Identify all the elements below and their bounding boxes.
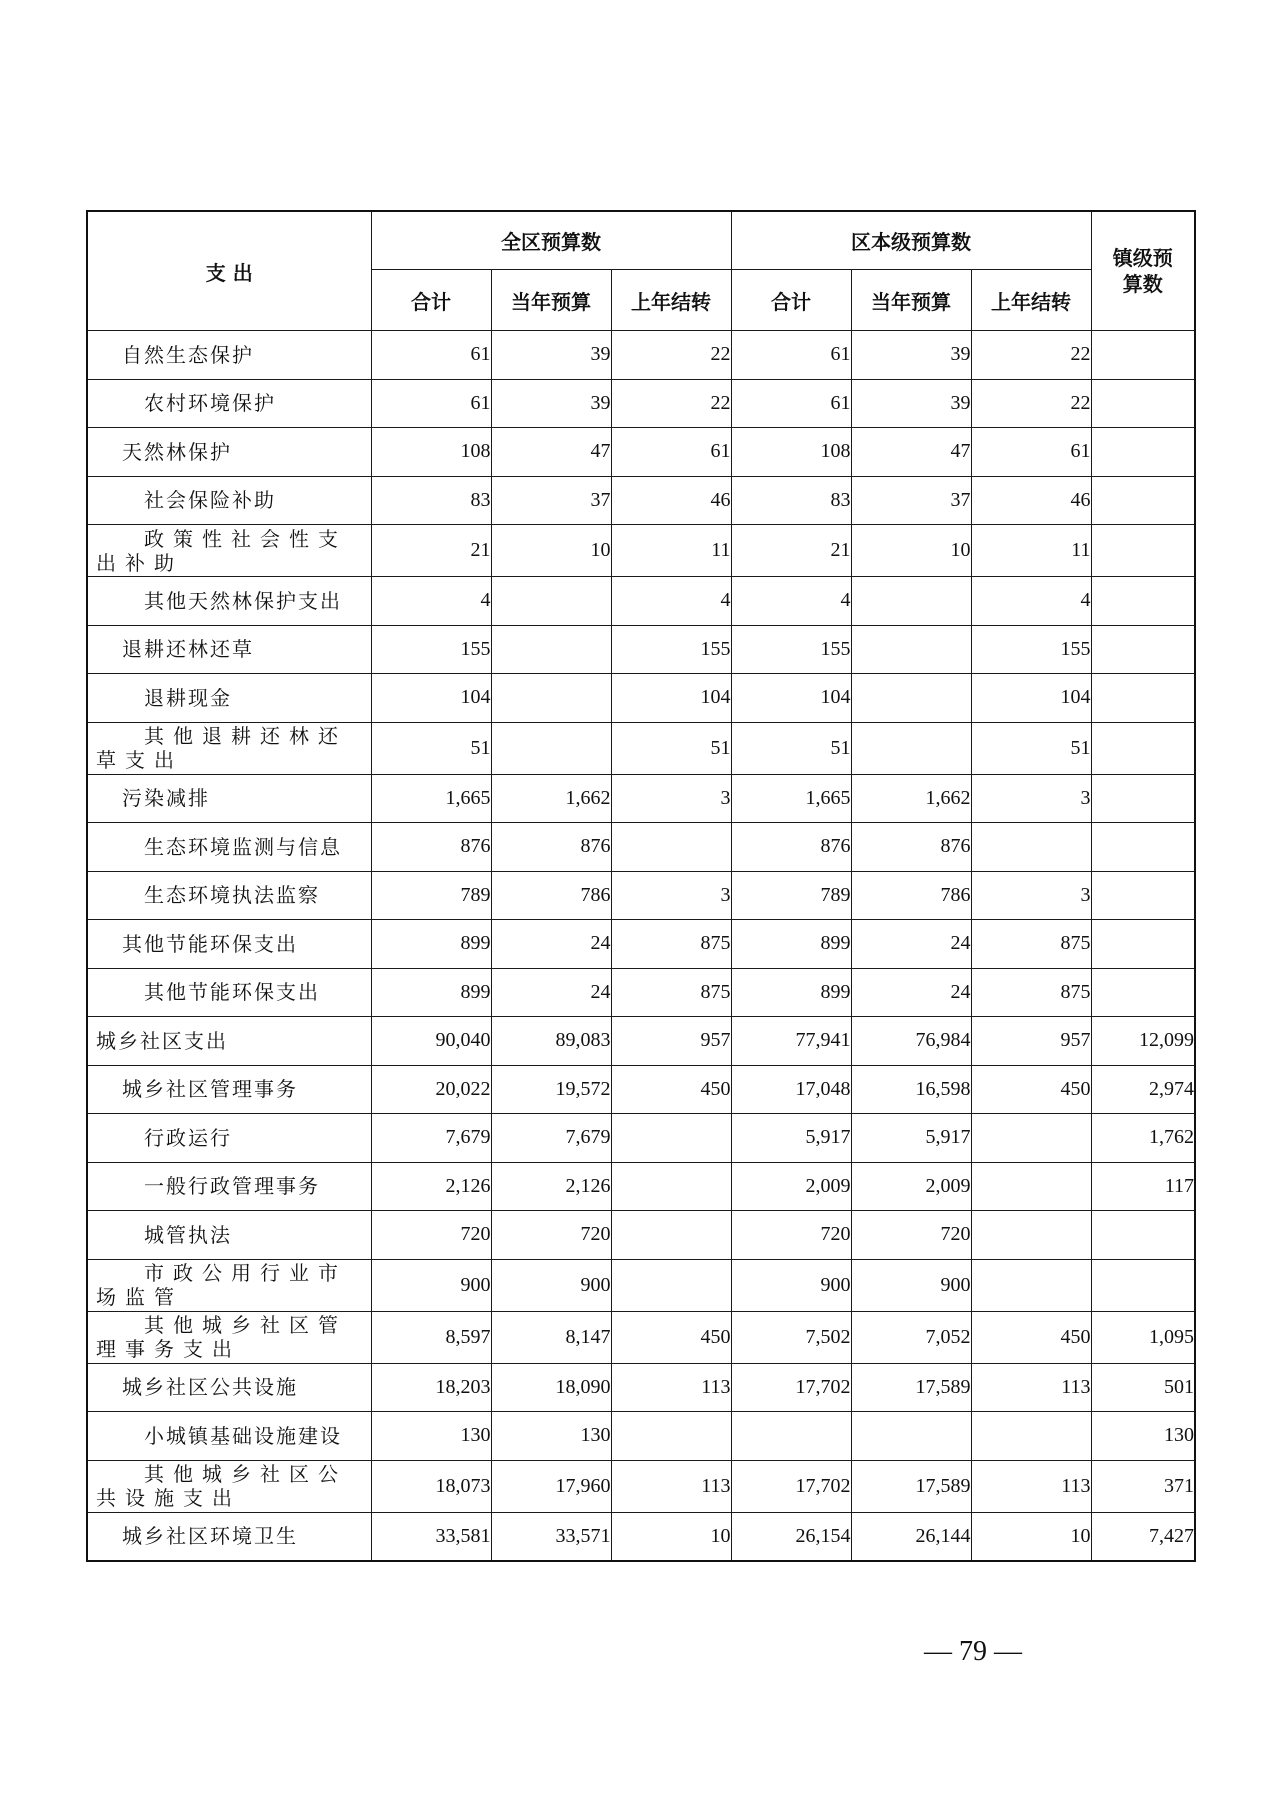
cell-value: 37 <box>491 476 611 525</box>
cell-value: 18,090 <box>491 1363 611 1412</box>
cell-value: 10 <box>851 525 971 577</box>
header-town-level <box>1091 211 1195 331</box>
cell-value: 130 <box>491 1412 611 1461</box>
header-sub-current: 当年预算 <box>851 270 971 331</box>
cell-value <box>851 625 971 674</box>
table-row <box>87 1162 1195 1211</box>
cell-value <box>851 674 971 723</box>
row-label: 社会保险补助 <box>87 476 371 525</box>
cell-value: 875 <box>611 920 731 969</box>
header-sub-total: 合计 <box>371 270 491 331</box>
table-row <box>87 1512 1195 1561</box>
row-label: 城乡社区公共设施 <box>87 1363 371 1412</box>
cell-value: 786 <box>491 871 611 920</box>
cell-value <box>1091 774 1195 823</box>
cell-value: 900 <box>371 1259 491 1311</box>
row-label: 市政公用行业市场监管 <box>87 1259 371 1311</box>
cell-value: 51 <box>971 722 1091 774</box>
cell-value: 3 <box>971 774 1091 823</box>
cell-value: 11 <box>971 525 1091 577</box>
cell-value <box>971 1114 1091 1163</box>
cell-value: 1,662 <box>851 774 971 823</box>
cell-value: 900 <box>851 1259 971 1311</box>
cell-value <box>1091 968 1195 1017</box>
row-label: 退耕现金 <box>87 674 371 723</box>
cell-value: 899 <box>731 920 851 969</box>
cell-value: 155 <box>371 625 491 674</box>
cell-value: 11 <box>611 525 731 577</box>
cell-value <box>971 1162 1091 1211</box>
cell-value: 22 <box>971 379 1091 428</box>
cell-value: 108 <box>371 428 491 477</box>
cell-value: 24 <box>851 920 971 969</box>
cell-value <box>971 1259 1091 1311</box>
cell-value: 450 <box>971 1065 1091 1114</box>
header-town-level-text: 镇级预算数 <box>1112 246 1173 296</box>
row-label: 其他城乡社区管理事务支出 <box>87 1311 371 1363</box>
cell-value: 786 <box>851 871 971 920</box>
cell-value: 77,941 <box>731 1017 851 1066</box>
cell-value: 130 <box>1091 1412 1195 1461</box>
cell-value: 104 <box>611 674 731 723</box>
cell-value: 1,762 <box>1091 1114 1195 1163</box>
table-row <box>87 331 1195 380</box>
table-header <box>87 211 1195 331</box>
header-expenditure: 支 出 <box>87 211 371 331</box>
cell-value: 113 <box>971 1363 1091 1412</box>
header-sub-carryover: 上年结转 <box>971 270 1091 331</box>
cell-value: 3 <box>611 774 731 823</box>
cell-value: 875 <box>971 920 1091 969</box>
cell-value <box>1091 379 1195 428</box>
cell-value: 20,022 <box>371 1065 491 1114</box>
table-row <box>87 1259 1195 1311</box>
cell-value: 900 <box>731 1259 851 1311</box>
header-sub-current: 当年预算 <box>491 270 611 331</box>
cell-value: 17,589 <box>851 1363 971 1412</box>
cell-value: 5,917 <box>731 1114 851 1163</box>
cell-value: 113 <box>971 1460 1091 1512</box>
cell-value: 104 <box>731 674 851 723</box>
table-row <box>87 722 1195 774</box>
cell-value <box>611 1114 731 1163</box>
table-body <box>87 331 1195 1562</box>
cell-value: 155 <box>731 625 851 674</box>
cell-value: 47 <box>491 428 611 477</box>
cell-value: 2,009 <box>731 1162 851 1211</box>
row-label: 污染减排 <box>87 774 371 823</box>
cell-value: 18,203 <box>371 1363 491 1412</box>
cell-value <box>1091 331 1195 380</box>
cell-value: 26,154 <box>731 1512 851 1561</box>
table-row <box>87 625 1195 674</box>
cell-value: 83 <box>731 476 851 525</box>
cell-value: 789 <box>731 871 851 920</box>
cell-value <box>1091 1259 1195 1311</box>
cell-value: 5,917 <box>851 1114 971 1163</box>
cell-value <box>611 1211 731 1260</box>
cell-value: 789 <box>371 871 491 920</box>
table-row <box>87 1311 1195 1363</box>
cell-value <box>491 625 611 674</box>
cell-value: 61 <box>971 428 1091 477</box>
cell-value: 22 <box>611 379 731 428</box>
table-row <box>87 674 1195 723</box>
cell-value: 90,040 <box>371 1017 491 1066</box>
cell-value: 37 <box>851 476 971 525</box>
cell-value <box>611 823 731 872</box>
cell-value: 7,679 <box>371 1114 491 1163</box>
cell-value: 1,665 <box>371 774 491 823</box>
cell-value: 33,581 <box>371 1512 491 1561</box>
row-label: 其他城乡社区公共设施支出 <box>87 1460 371 1512</box>
table-row <box>87 774 1195 823</box>
cell-value: 4 <box>971 577 1091 626</box>
table-row <box>87 525 1195 577</box>
row-label: 政策性社会性支出补助 <box>87 525 371 577</box>
cell-value: 46 <box>611 476 731 525</box>
cell-value: 4 <box>611 577 731 626</box>
cell-value <box>971 1412 1091 1461</box>
header-district-total: 全区预算数 <box>371 211 731 270</box>
cell-value: 957 <box>611 1017 731 1066</box>
table-row <box>87 1460 1195 1512</box>
cell-value: 16,598 <box>851 1065 971 1114</box>
cell-value: 89,083 <box>491 1017 611 1066</box>
cell-value: 720 <box>731 1211 851 1260</box>
table-row <box>87 871 1195 920</box>
cell-value: 117 <box>1091 1162 1195 1211</box>
cell-value: 83 <box>371 476 491 525</box>
cell-value: 17,589 <box>851 1460 971 1512</box>
table-row <box>87 476 1195 525</box>
row-label: 一般行政管理事务 <box>87 1162 371 1211</box>
cell-value <box>611 1259 731 1311</box>
cell-value <box>491 577 611 626</box>
cell-value: 10 <box>491 525 611 577</box>
cell-value: 3 <box>611 871 731 920</box>
cell-value: 17,960 <box>491 1460 611 1512</box>
row-label: 城管执法 <box>87 1211 371 1260</box>
cell-value: 17,702 <box>731 1363 851 1412</box>
cell-value <box>1091 823 1195 872</box>
cell-value: 4 <box>731 577 851 626</box>
cell-value: 113 <box>611 1363 731 1412</box>
cell-value: 2,009 <box>851 1162 971 1211</box>
cell-value: 47 <box>851 428 971 477</box>
cell-value: 7,427 <box>1091 1512 1195 1561</box>
cell-value: 720 <box>371 1211 491 1260</box>
row-label: 退耕还林还草 <box>87 625 371 674</box>
cell-value: 876 <box>491 823 611 872</box>
cell-value: 450 <box>971 1311 1091 1363</box>
cell-value <box>1091 577 1195 626</box>
table-row <box>87 1114 1195 1163</box>
cell-value: 155 <box>971 625 1091 674</box>
table-row <box>87 379 1195 428</box>
cell-value: 61 <box>731 379 851 428</box>
row-label: 其他节能环保支出 <box>87 968 371 1017</box>
cell-value: 108 <box>731 428 851 477</box>
cell-value <box>971 1211 1091 1260</box>
cell-value: 39 <box>491 379 611 428</box>
cell-value: 899 <box>371 920 491 969</box>
page-number: — 79 — <box>924 1636 1022 1667</box>
header-sub-carryover: 上年结转 <box>611 270 731 331</box>
cell-value: 22 <box>611 331 731 380</box>
cell-value: 61 <box>731 331 851 380</box>
cell-value: 4 <box>371 577 491 626</box>
cell-value: 501 <box>1091 1363 1195 1412</box>
cell-value: 876 <box>851 823 971 872</box>
cell-value: 875 <box>971 968 1091 1017</box>
cell-value: 720 <box>491 1211 611 1260</box>
cell-value: 17,048 <box>731 1065 851 1114</box>
table-row <box>87 968 1195 1017</box>
row-label: 小城镇基础设施建设 <box>87 1412 371 1461</box>
cell-value: 46 <box>971 476 1091 525</box>
cell-value: 1,662 <box>491 774 611 823</box>
cell-value <box>1091 625 1195 674</box>
cell-value: 2,974 <box>1091 1065 1195 1114</box>
cell-value: 7,502 <box>731 1311 851 1363</box>
cell-value: 113 <box>611 1460 731 1512</box>
cell-value: 39 <box>491 331 611 380</box>
table-row <box>87 1211 1195 1260</box>
cell-value <box>731 1412 851 1461</box>
cell-value: 51 <box>731 722 851 774</box>
cell-value: 876 <box>371 823 491 872</box>
cell-value: 900 <box>491 1259 611 1311</box>
cell-value: 21 <box>731 525 851 577</box>
row-label: 其他天然林保护支出 <box>87 577 371 626</box>
cell-value: 371 <box>1091 1460 1195 1512</box>
row-label: 生态环境执法监察 <box>87 871 371 920</box>
cell-value: 10 <box>611 1512 731 1561</box>
cell-value: 2,126 <box>491 1162 611 1211</box>
row-label: 城乡社区环境卫生 <box>87 1512 371 1561</box>
cell-value: 21 <box>371 525 491 577</box>
table-row <box>87 823 1195 872</box>
cell-value: 24 <box>491 920 611 969</box>
cell-value: 7,052 <box>851 1311 971 1363</box>
table-row <box>87 428 1195 477</box>
cell-value: 3 <box>971 871 1091 920</box>
table-row <box>87 1065 1195 1114</box>
table-row <box>87 920 1195 969</box>
cell-value <box>1091 476 1195 525</box>
cell-value <box>1091 428 1195 477</box>
cell-value: 33,571 <box>491 1512 611 1561</box>
cell-value <box>1091 674 1195 723</box>
cell-value: 61 <box>371 379 491 428</box>
cell-value: 39 <box>851 379 971 428</box>
row-label: 其他节能环保支出 <box>87 920 371 969</box>
cell-value: 104 <box>371 674 491 723</box>
table-row <box>87 577 1195 626</box>
cell-value <box>851 722 971 774</box>
cell-value: 61 <box>371 331 491 380</box>
row-label: 行政运行 <box>87 1114 371 1163</box>
cell-value: 957 <box>971 1017 1091 1066</box>
cell-value <box>611 1412 731 1461</box>
cell-value: 1,095 <box>1091 1311 1195 1363</box>
table-row <box>87 1363 1195 1412</box>
cell-value: 19,572 <box>491 1065 611 1114</box>
cell-value <box>1091 871 1195 920</box>
header-district-level: 区本级预算数 <box>731 211 1091 270</box>
table-row <box>87 1017 1195 1066</box>
cell-value: 24 <box>851 968 971 1017</box>
cell-value: 8,597 <box>371 1311 491 1363</box>
cell-value: 51 <box>611 722 731 774</box>
row-label: 生态环境监测与信息 <box>87 823 371 872</box>
cell-value <box>491 674 611 723</box>
cell-value: 450 <box>611 1065 731 1114</box>
cell-value: 130 <box>371 1412 491 1461</box>
row-label: 自然生态保护 <box>87 331 371 380</box>
cell-value: 899 <box>371 968 491 1017</box>
row-label: 农村环境保护 <box>87 379 371 428</box>
cell-value: 18,073 <box>371 1460 491 1512</box>
cell-value: 7,679 <box>491 1114 611 1163</box>
cell-value: 8,147 <box>491 1311 611 1363</box>
cell-value <box>851 577 971 626</box>
cell-value: 155 <box>611 625 731 674</box>
cell-value: 720 <box>851 1211 971 1260</box>
cell-value <box>1091 1211 1195 1260</box>
cell-value: 51 <box>371 722 491 774</box>
cell-value <box>1091 920 1195 969</box>
budget-table <box>86 210 1196 1562</box>
cell-value: 76,984 <box>851 1017 971 1066</box>
cell-value: 12,099 <box>1091 1017 1195 1066</box>
cell-value: 10 <box>971 1512 1091 1561</box>
cell-value <box>1091 525 1195 577</box>
row-label: 天然林保护 <box>87 428 371 477</box>
cell-value: 875 <box>611 968 731 1017</box>
row-label: 其他退耕还林还草支出 <box>87 722 371 774</box>
cell-value <box>971 823 1091 872</box>
cell-value: 26,144 <box>851 1512 971 1561</box>
cell-value: 450 <box>611 1311 731 1363</box>
cell-value: 61 <box>611 428 731 477</box>
cell-value <box>851 1412 971 1461</box>
cell-value: 39 <box>851 331 971 380</box>
cell-value <box>491 722 611 774</box>
cell-value: 1,665 <box>731 774 851 823</box>
cell-value: 899 <box>731 968 851 1017</box>
header-sub-total: 合计 <box>731 270 851 331</box>
row-label: 城乡社区支出 <box>87 1017 371 1066</box>
cell-value: 22 <box>971 331 1091 380</box>
cell-value: 104 <box>971 674 1091 723</box>
cell-value: 2,126 <box>371 1162 491 1211</box>
cell-value: 876 <box>731 823 851 872</box>
row-label: 城乡社区管理事务 <box>87 1065 371 1114</box>
table-row <box>87 1412 1195 1461</box>
cell-value <box>611 1162 731 1211</box>
cell-value: 17,702 <box>731 1460 851 1512</box>
cell-value <box>1091 722 1195 774</box>
cell-value: 24 <box>491 968 611 1017</box>
